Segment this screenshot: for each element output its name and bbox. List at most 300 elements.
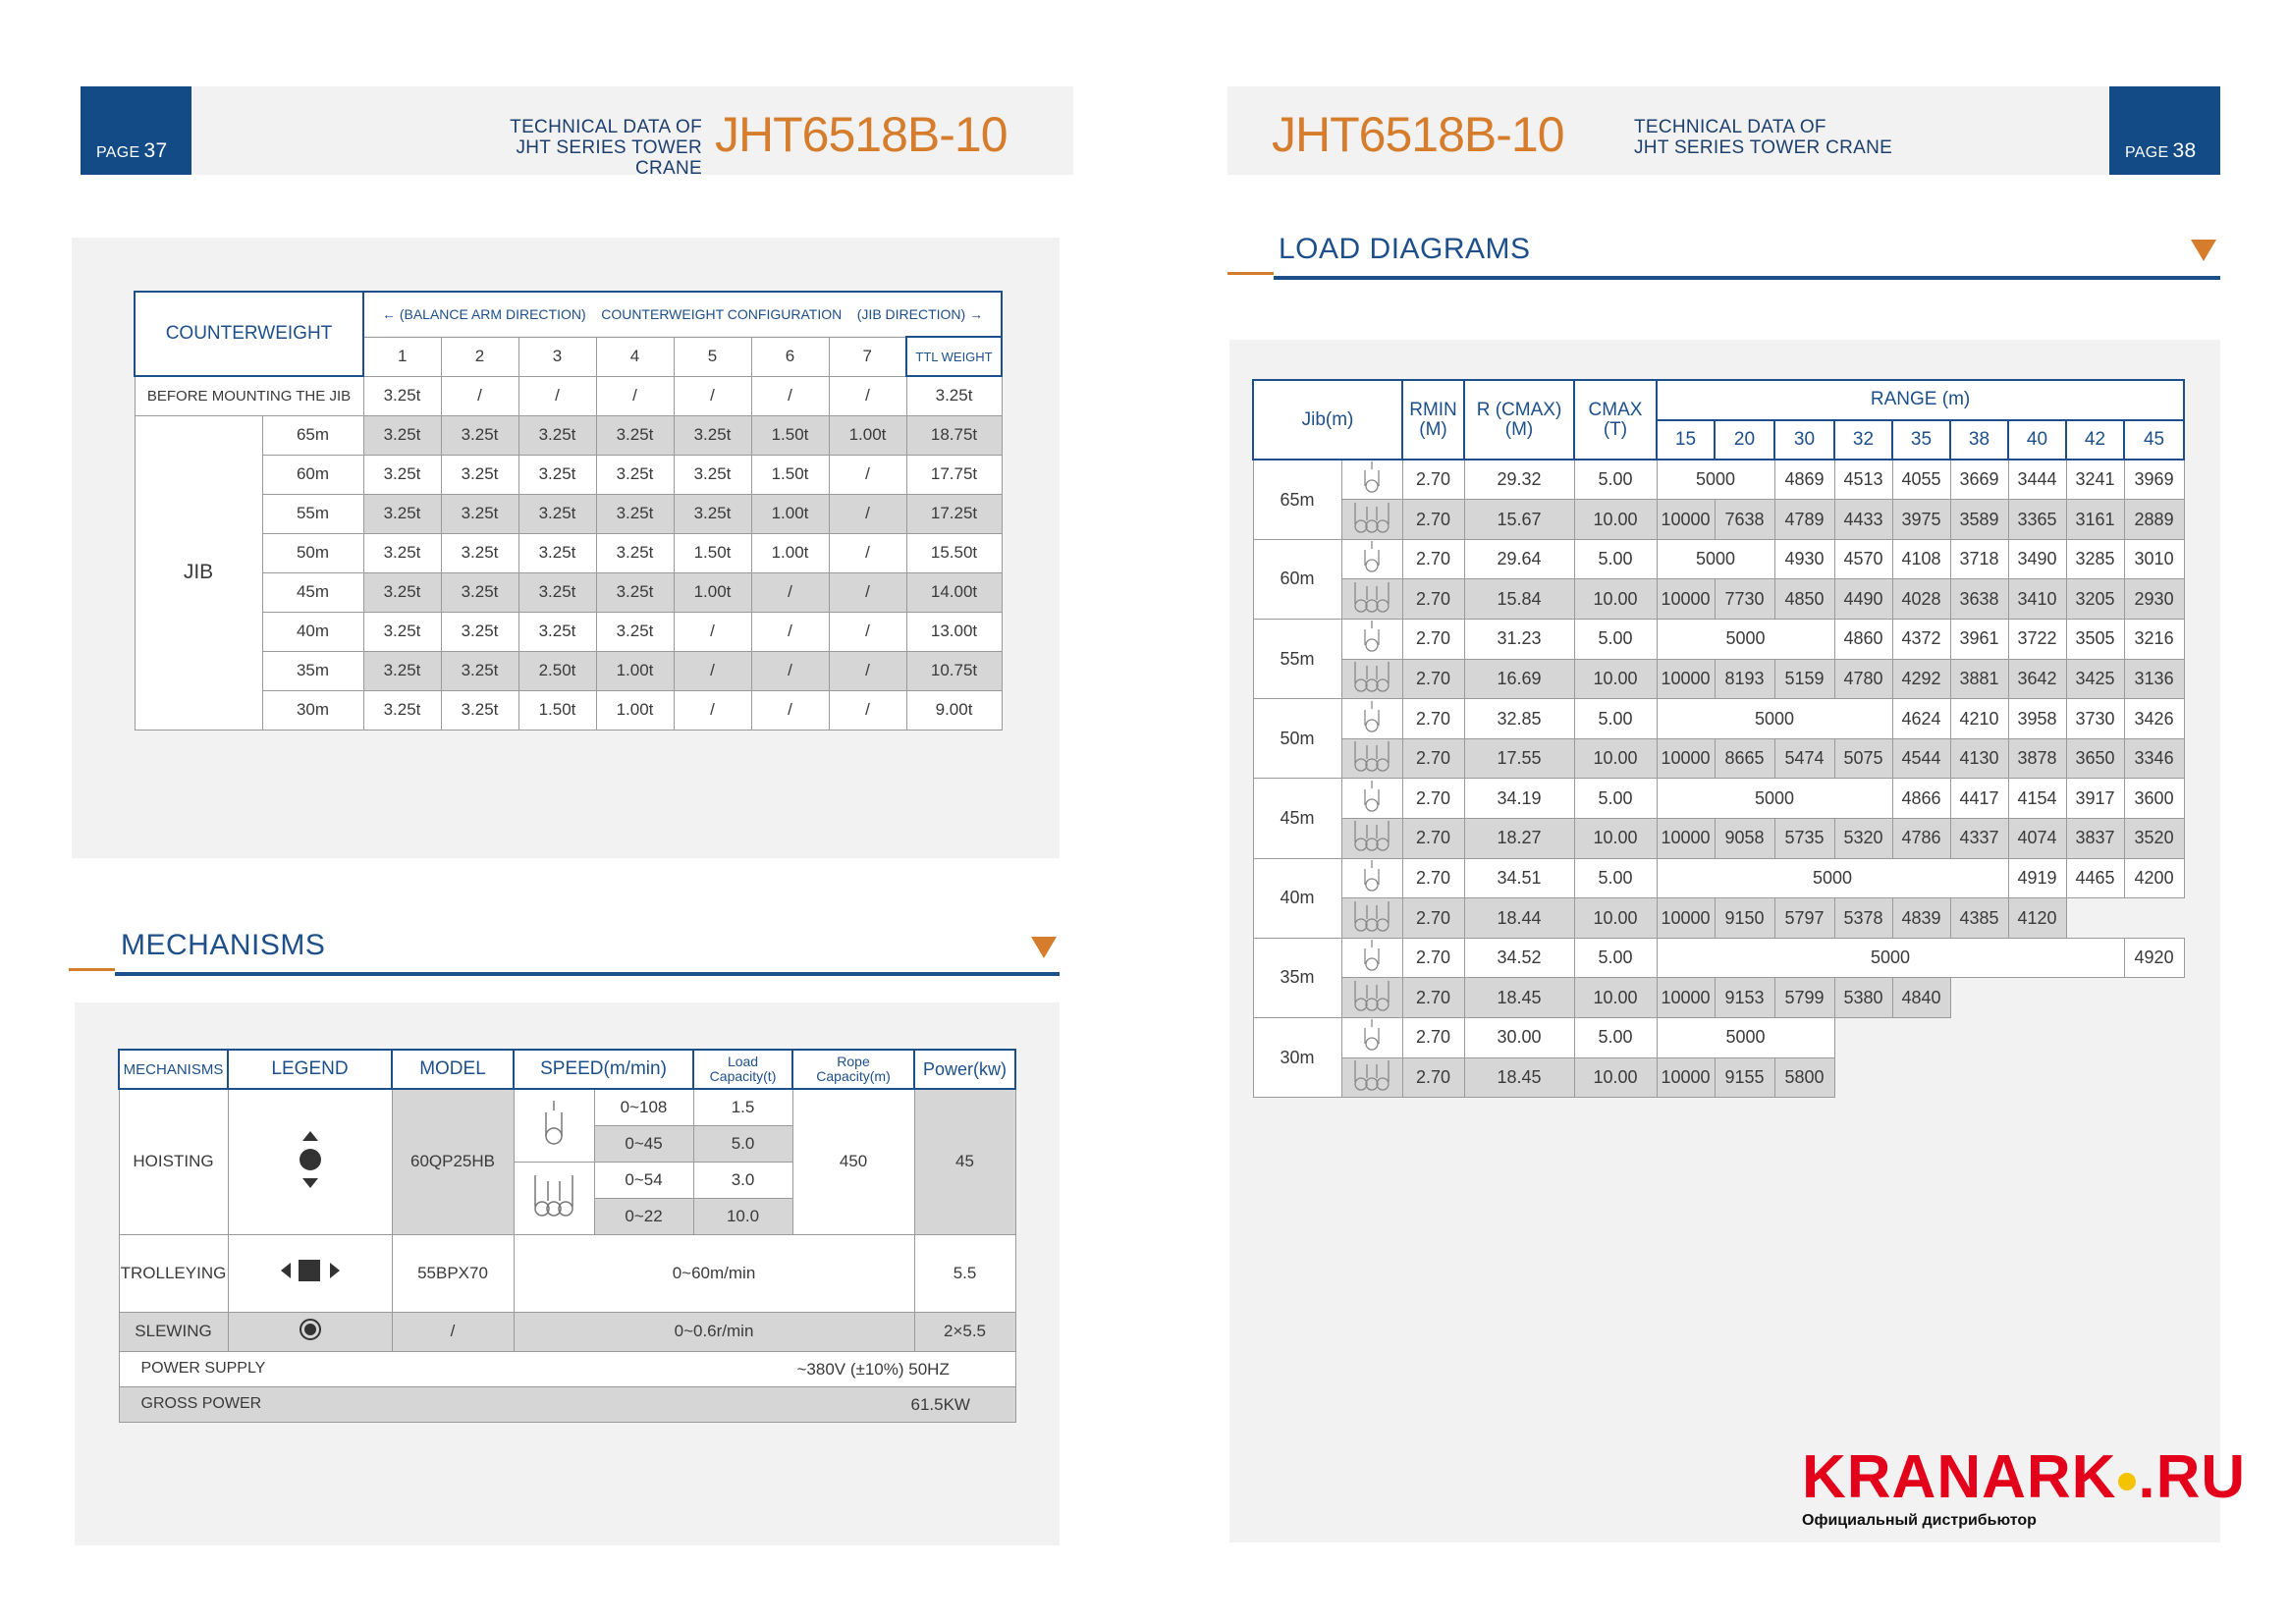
range-value: 4385 <box>1950 898 2008 939</box>
cw-value: 1.50t <box>751 455 829 494</box>
load-row <box>1253 699 2184 739</box>
rcmax-line-1: R (CMAX) <box>1476 399 1562 420</box>
trolleying-legend-icon <box>228 1234 392 1312</box>
hoisting-speed-3: 0~54 <box>594 1162 693 1198</box>
gross-power-row <box>119 1386 1015 1422</box>
cmax-value: 5.00 <box>1574 938 1657 978</box>
range-col: 35 <box>1892 420 1950 460</box>
cw-col-7: 7 <box>829 337 906 376</box>
cw-value: 1.50t <box>751 415 829 455</box>
jib-length: 40m <box>1253 858 1341 938</box>
hoisting-model: 60QP25HB <box>392 1089 514 1234</box>
range-value: 4372 <box>1892 620 1950 660</box>
gross-power-value: 61.5KW <box>910 1394 970 1414</box>
single-hook-icon <box>1341 938 1402 978</box>
range-value: 3669 <box>1950 460 2008 500</box>
rcmax-value: 17.55 <box>1464 738 1574 779</box>
brand-tld: .RU <box>2138 1443 2247 1511</box>
range-value: 3917 <box>2066 779 2124 819</box>
cw-value: / <box>674 651 751 690</box>
right-subtitle <box>1634 117 1929 158</box>
cw-value: / <box>751 612 829 651</box>
cw-value: 9.00t <box>906 690 1002 730</box>
hoisting-speed-4: 0~22 <box>594 1198 693 1234</box>
cmax-value: 5.00 <box>1574 460 1657 500</box>
range-span-value: 5000 <box>1657 460 1774 500</box>
range-value: 3722 <box>2008 620 2066 660</box>
cw-value: 3.25t <box>441 651 518 690</box>
cw-value: 3.25t <box>596 415 674 455</box>
range-value: 10000 <box>1657 579 1715 620</box>
cw-value: 3.25t <box>596 533 674 572</box>
cw-value: / <box>829 533 906 572</box>
range-value: 5378 <box>1834 898 1892 939</box>
range-col: 30 <box>1774 420 1834 460</box>
balance-arm-direction: ← (BALANCE ARM DIRECTION) <box>381 306 586 322</box>
range-value: 4292 <box>1892 659 1950 699</box>
cw-col-3: 3 <box>518 337 596 376</box>
single-hook-icon <box>1341 858 1402 898</box>
range-value: 4839 <box>1892 898 1950 939</box>
cmax-line-1: CMAX <box>1588 399 1643 420</box>
cw-row <box>135 533 1002 572</box>
range-value: 3961 <box>1950 620 2008 660</box>
range-value: 3878 <box>2008 738 2066 779</box>
load-diagrams-triangle-icon <box>2191 240 2216 261</box>
cw-value: 3.25t <box>518 612 596 651</box>
cw-value: / <box>829 455 906 494</box>
cw-value: 3.25t <box>441 455 518 494</box>
range-col: 42 <box>2066 420 2124 460</box>
subtitle-line-2: JHT SERIES TOWER CRANE <box>516 137 702 179</box>
load-diagrams-accent <box>1227 272 1274 275</box>
range-value: 3969 <box>2124 460 2184 500</box>
cw-row <box>135 572 1002 612</box>
range-value: 3718 <box>1950 539 2008 579</box>
rcmax-value: 29.32 <box>1464 460 1574 500</box>
config-header <box>363 292 1002 337</box>
mechanisms-title: MECHANISMS <box>121 929 326 961</box>
range-value: 2889 <box>2124 500 2184 540</box>
gross-power-label: GROSS POWER <box>140 1394 262 1412</box>
cw-row <box>135 690 1002 730</box>
double-hook-icon <box>514 1162 594 1234</box>
cmax-value: 10.00 <box>1574 1057 1657 1098</box>
range-value: 4513 <box>1834 460 1892 500</box>
rmin-header <box>1402 380 1464 460</box>
cw-col-1: 1 <box>363 337 441 376</box>
jib-length: 65m <box>1253 460 1341 539</box>
rcmax-value: 18.27 <box>1464 819 1574 859</box>
range-value: 4869 <box>1774 460 1834 500</box>
col-rope <box>792 1050 914 1089</box>
range-value: 8193 <box>1715 659 1774 699</box>
slewing-speed: 0~0.6r/min <box>514 1312 914 1351</box>
rmin-value: 2.70 <box>1402 738 1464 779</box>
cw-jib-length: 30m <box>262 690 363 730</box>
load-row <box>1253 779 2184 819</box>
rmin-value: 2.70 <box>1402 579 1464 620</box>
cw-value: 1.50t <box>518 690 596 730</box>
range-value: 5799 <box>1774 978 1834 1018</box>
range-value: 3241 <box>2066 460 2124 500</box>
load-row <box>1253 579 2184 620</box>
cw-value: 10.75t <box>906 651 1002 690</box>
range-value: 5735 <box>1774 819 1834 859</box>
load-row <box>1253 819 2184 859</box>
load-row <box>1253 858 2184 898</box>
range-value: 4200 <box>2124 858 2184 898</box>
rcmax-value: 18.45 <box>1464 978 1574 1018</box>
double-hook-icon <box>1341 500 1402 540</box>
load-row <box>1253 500 2184 540</box>
range-value: 4120 <box>2008 898 2066 939</box>
rcmax-value: 30.00 <box>1464 1018 1574 1058</box>
cmax-line-2: (T) <box>1603 418 1628 440</box>
range-value: 10000 <box>1657 1057 1715 1098</box>
rmin-value: 2.70 <box>1402 500 1464 540</box>
load-row <box>1253 1018 2184 1058</box>
brand-name: KRANARK <box>1802 1443 2117 1511</box>
range-span-value: 5000 <box>1657 699 1892 739</box>
cw-value: 3.25t <box>596 612 674 651</box>
cw-value: / <box>829 651 906 690</box>
cw-value: 1.00t <box>751 494 829 533</box>
cw-jib-length: 60m <box>262 455 363 494</box>
cw-value: 3.25t <box>441 533 518 572</box>
empty-cell <box>2066 898 2184 939</box>
smiley-icon <box>2118 1473 2136 1490</box>
rcmax-value: 16.69 <box>1464 659 1574 699</box>
page-number: 37 <box>143 139 168 162</box>
col-speed: SPEED(m/min) <box>514 1050 693 1089</box>
empty-cell <box>1834 1018 2184 1058</box>
cmax-value: 5.00 <box>1574 620 1657 660</box>
cw-value: 1.00t <box>751 533 829 572</box>
cw-jib-length: 35m <box>262 651 363 690</box>
rcmax-value: 29.64 <box>1464 539 1574 579</box>
range-value: 4786 <box>1892 819 1950 859</box>
cw-value: 1.00t <box>829 415 906 455</box>
cw-value: / <box>674 612 751 651</box>
cw-value: 3.25t <box>518 533 596 572</box>
jib-header: Jib(m) <box>1253 380 1402 460</box>
counterweight-header: COUNTERWEIGHT <box>135 292 363 376</box>
power-supply-value: ~380V (±10%) 50HZ <box>796 1359 950 1379</box>
cw-value: 3.25t <box>596 455 674 494</box>
double-hook-icon <box>1341 898 1402 939</box>
range-value: 4210 <box>1950 699 2008 739</box>
cw-col-2: 2 <box>441 337 518 376</box>
rcmax-value: 18.45 <box>1464 1057 1574 1098</box>
range-value: 4055 <box>1892 460 1950 500</box>
rcmax-value: 34.19 <box>1464 779 1574 819</box>
cw-value: 3.25t <box>518 415 596 455</box>
empty-cell <box>1834 1057 2184 1098</box>
rcmax-header <box>1464 380 1574 460</box>
rcmax-line-2: (M) <box>1504 418 1534 440</box>
range-value: 4130 <box>1950 738 2008 779</box>
cw-value: 3.25t <box>674 415 751 455</box>
single-hook-icon <box>1341 699 1402 739</box>
cmax-header <box>1574 380 1657 460</box>
cw-value: 3.25t <box>674 455 751 494</box>
cw-value: 17.25t <box>906 494 1002 533</box>
cw-value: / <box>751 651 829 690</box>
cw-value: 14.00t <box>906 572 1002 612</box>
cmax-value: 5.00 <box>1574 779 1657 819</box>
cw-value: 15.50t <box>906 533 1002 572</box>
cw-jib-length: 55m <box>262 494 363 533</box>
jib-length: 60m <box>1253 539 1341 619</box>
range-value: 3410 <box>2008 579 2066 620</box>
rcmax-value: 34.51 <box>1464 858 1574 898</box>
before-value: / <box>829 376 906 415</box>
range-value: 3426 <box>2124 699 2184 739</box>
cmax-value: 5.00 <box>1574 1018 1657 1058</box>
cw-value: / <box>751 572 829 612</box>
rcmax-value: 15.67 <box>1464 500 1574 540</box>
trolleying-label: TROLLEYING <box>119 1234 228 1312</box>
double-hook-icon <box>1341 579 1402 620</box>
right-model-title: JHT6518B-10 <box>1272 107 1564 162</box>
rmin-value: 2.70 <box>1402 938 1464 978</box>
cmax-value: 10.00 <box>1574 579 1657 620</box>
range-value: 4154 <box>2008 779 2066 819</box>
cw-col-6: 6 <box>751 337 829 376</box>
single-hook-icon <box>1341 539 1402 579</box>
hoisting-power: 45 <box>914 1089 1015 1234</box>
jib-length: 55m <box>1253 620 1341 699</box>
subtitle-line-2: JHT SERIES TOWER CRANE <box>1634 137 1893 158</box>
double-hook-icon <box>1341 738 1402 779</box>
double-hook-icon <box>1341 978 1402 1018</box>
power-supply-label: POWER SUPPLY <box>140 1359 266 1377</box>
range-value: 3010 <box>2124 539 2184 579</box>
page-label: PAGE <box>96 144 140 161</box>
cw-jib-length: 50m <box>262 533 363 572</box>
range-value: 3589 <box>1950 500 2008 540</box>
double-hook-icon <box>1341 819 1402 859</box>
load-row <box>1253 978 2184 1018</box>
cw-value: / <box>829 690 906 730</box>
rmin-value: 2.70 <box>1402 620 1464 660</box>
range-value: 3205 <box>2066 579 2124 620</box>
cw-jib-length: 40m <box>262 612 363 651</box>
single-hook-icon <box>1341 460 1402 500</box>
cmax-value: 5.00 <box>1574 858 1657 898</box>
kranark-tagline: Официальный дистрибьютор <box>1802 1512 2037 1529</box>
cw-value: 3.25t <box>441 415 518 455</box>
cmax-value: 10.00 <box>1574 659 1657 699</box>
subtitle-line-1: TECHNICAL DATA OF <box>510 117 702 137</box>
cmax-value: 5.00 <box>1574 539 1657 579</box>
range-value: 3444 <box>2008 460 2066 500</box>
range-value: 3425 <box>2066 659 2124 699</box>
range-value: 4417 <box>1950 779 2008 819</box>
rmin-value: 2.70 <box>1402 539 1464 579</box>
range-span-value: 5000 <box>1657 1018 1834 1058</box>
hoisting-speed-2: 0~45 <box>594 1125 693 1162</box>
col-power: Power(kw) <box>914 1050 1015 1089</box>
kranark-logo <box>1802 1443 2247 1511</box>
load-row <box>1253 1057 2184 1098</box>
load-row <box>1253 539 2184 579</box>
cw-value: 3.25t <box>518 455 596 494</box>
range-value: 3346 <box>2124 738 2184 779</box>
range-col: 32 <box>1834 420 1892 460</box>
cw-row <box>135 612 1002 651</box>
left-subtitle <box>447 117 702 179</box>
load-row <box>1253 659 2184 699</box>
range-value: 3216 <box>2124 620 2184 660</box>
range-value: 4840 <box>1892 978 1950 1018</box>
cmax-value: 10.00 <box>1574 738 1657 779</box>
config-title: COUNTERWEIGHT CONFIGURATION <box>601 306 843 322</box>
cw-jib-length: 65m <box>262 415 363 455</box>
cw-row <box>135 494 1002 533</box>
slewing-power: 2×5.5 <box>914 1312 1015 1351</box>
range-value: 8665 <box>1715 738 1774 779</box>
cw-value: 1.50t <box>674 533 751 572</box>
mechanisms-rule <box>115 972 1060 976</box>
range-col: 38 <box>1950 420 2008 460</box>
right-page-badge <box>2109 86 2220 175</box>
cw-value: 3.25t <box>518 494 596 533</box>
rcmax-value: 15.84 <box>1464 579 1574 620</box>
before-value: / <box>441 376 518 415</box>
cw-value: 13.00t <box>906 612 1002 651</box>
cw-value: 3.25t <box>363 651 441 690</box>
hoisting-load-4: 10.0 <box>693 1198 792 1234</box>
page-number: 38 <box>2172 139 2197 162</box>
range-value: 4850 <box>1774 579 1834 620</box>
jib-length: 30m <box>1253 1018 1341 1098</box>
cw-row <box>135 651 1002 690</box>
rmin-value: 2.70 <box>1402 858 1464 898</box>
single-hook-icon <box>1341 620 1402 660</box>
rcmax-value: 18.44 <box>1464 898 1574 939</box>
range-value: 3837 <box>2066 819 2124 859</box>
rmin-value: 2.70 <box>1402 699 1464 739</box>
cw-value: 3.25t <box>441 612 518 651</box>
before-value: 3.25t <box>906 376 1002 415</box>
col-load <box>693 1050 792 1089</box>
range-value: 3490 <box>2008 539 2066 579</box>
range-value: 4074 <box>2008 819 2066 859</box>
hoisting-load-2: 5.0 <box>693 1125 792 1162</box>
range-value: 4490 <box>1834 579 1892 620</box>
range-value: 3505 <box>2066 620 2124 660</box>
range-value: 5474 <box>1774 738 1834 779</box>
range-value: 4337 <box>1950 819 2008 859</box>
range-value: 10000 <box>1657 819 1715 859</box>
cw-value: / <box>829 494 906 533</box>
range-value: 10000 <box>1657 659 1715 699</box>
range-value: 9153 <box>1715 978 1774 1018</box>
mechanisms-triangle-icon <box>1031 937 1057 958</box>
range-value: 4108 <box>1892 539 1950 579</box>
load-row <box>1253 938 2184 978</box>
range-value: 3958 <box>2008 699 2066 739</box>
cw-value: 3.25t <box>363 494 441 533</box>
range-value: 3136 <box>2124 659 2184 699</box>
hoisting-speed-1: 0~108 <box>594 1089 693 1125</box>
range-value: 3642 <box>2008 659 2066 699</box>
load-row <box>1253 898 2184 939</box>
cw-value: 3.25t <box>363 612 441 651</box>
cw-value: 3.25t <box>518 572 596 612</box>
cw-value: 3.25t <box>596 494 674 533</box>
range-value: 4920 <box>2124 938 2184 978</box>
range-value: 3600 <box>2124 779 2184 819</box>
range-value: 9150 <box>1715 898 1774 939</box>
range-value: 3365 <box>2008 500 2066 540</box>
col-model: MODEL <box>392 1050 514 1089</box>
rope-line-2: Capacity(m) <box>816 1068 891 1084</box>
cw-value: 3.25t <box>596 572 674 612</box>
rcmax-value: 31.23 <box>1464 620 1574 660</box>
load-row <box>1253 460 2184 500</box>
jib-label: JIB <box>135 415 262 730</box>
range-value: 5159 <box>1774 659 1834 699</box>
range-span-value: 5000 <box>1657 620 1834 660</box>
cmax-value: 10.00 <box>1574 898 1657 939</box>
cw-value: 3.25t <box>674 494 751 533</box>
load-line-1: Load <box>727 1054 759 1069</box>
rmin-value: 2.70 <box>1402 1057 1464 1098</box>
before-value: / <box>518 376 596 415</box>
cw-row <box>135 455 1002 494</box>
rmin-line-2: (M) <box>1419 418 1447 440</box>
before-mounting-label: BEFORE MOUNTING THE JIB <box>135 376 363 415</box>
hoisting-legend-icon <box>228 1089 392 1234</box>
range-col: 20 <box>1715 420 1774 460</box>
slewing-model: / <box>392 1312 514 1351</box>
range-value: 4570 <box>1834 539 1892 579</box>
range-span-value: 5000 <box>1657 938 2124 978</box>
before-value: / <box>596 376 674 415</box>
load-line-2: Capacity(t) <box>709 1068 777 1084</box>
single-hook-icon <box>1341 779 1402 819</box>
rmin-value: 2.70 <box>1402 460 1464 500</box>
power-supply-row <box>119 1351 1015 1386</box>
range-value: 5320 <box>1834 819 1892 859</box>
range-col: 15 <box>1657 420 1715 460</box>
cmax-value: 10.00 <box>1574 978 1657 1018</box>
cw-jib-length: 45m <box>262 572 363 612</box>
rmin-value: 2.70 <box>1402 978 1464 1018</box>
double-hook-icon <box>1341 659 1402 699</box>
range-value: 4866 <box>1892 779 1950 819</box>
range-value: 4433 <box>1834 500 1892 540</box>
col-legend: LEGEND <box>228 1050 392 1089</box>
single-hook-icon <box>514 1089 594 1162</box>
left-page-badge <box>81 86 191 175</box>
before-value: 3.25t <box>363 376 441 415</box>
cmax-value: 10.00 <box>1574 819 1657 859</box>
counterweight-table <box>134 291 1003 731</box>
rcmax-value: 34.52 <box>1464 938 1574 978</box>
cw-value: / <box>829 572 906 612</box>
slewing-label: SLEWING <box>119 1312 228 1351</box>
range-value: 4465 <box>2066 858 2124 898</box>
mechanisms-accent <box>69 968 115 971</box>
range-value: 7638 <box>1715 500 1774 540</box>
cw-value: / <box>829 612 906 651</box>
cmax-value: 5.00 <box>1574 699 1657 739</box>
range-value: 3975 <box>1892 500 1950 540</box>
